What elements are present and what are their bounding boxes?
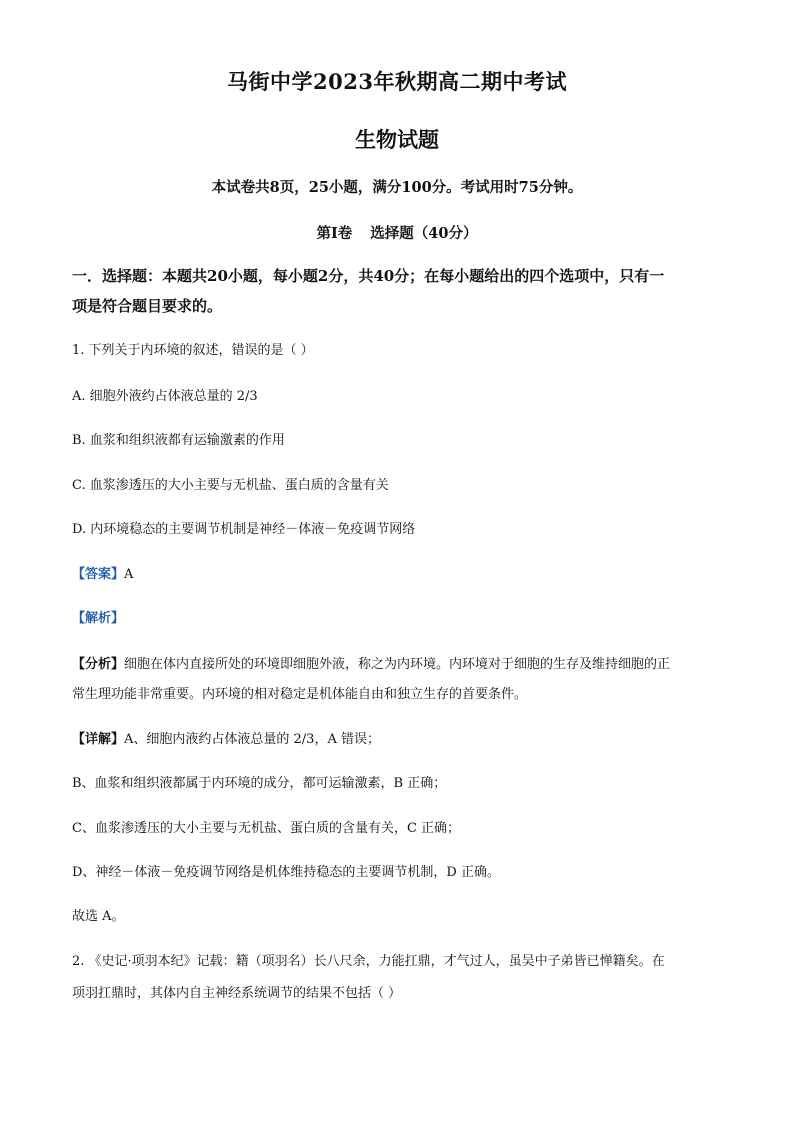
- answer-tag: 【答案】: [72, 567, 125, 582]
- exam-title: 马街中学2023年秋期高二期中考试: [227, 69, 567, 94]
- section-instruction-line2: 项是符合题目要求的。: [72, 297, 223, 315]
- question-2-stem-line1: 2. 《史记·项羽本纪》记载：籍（项羽名）长八尺余，力能扛鼎，才气过人，虽吴中子弟皆已惮籍矣。在: [72, 954, 665, 969]
- analysis-tag: 【解析】: [72, 611, 125, 626]
- question-1-detail-c: C、血浆渗透压的大小主要与无机盐、蛋白质的含量有关，C 正确；: [72, 821, 461, 836]
- part-label: 第Ⅰ卷: [316, 225, 353, 242]
- question-2-stem-line2: 项羽扛鼎时，其体内自主神经系统调节的结果不包括（ ）: [72, 986, 402, 1001]
- question-1-fenxi-line1: [72, 655, 732, 675]
- question-1-option-b: B. 血浆和组织液都有运输激素的作用: [72, 433, 285, 448]
- detail-text-1: A、细胞内液约占体液总量的 2/3，A 错误；: [124, 732, 380, 747]
- question-1-detail-b: B、血浆和组织液都属于内环境的成分，都可运输激素，B 正确；: [72, 776, 447, 791]
- question-1-option-c: C. 血浆渗透压的大小主要与无机盐、蛋白质的含量有关: [72, 478, 389, 493]
- question-1-answer: [72, 565, 732, 585]
- part-name: 选择题（40分）: [370, 225, 478, 242]
- question-1-conclusion: 故选 A。: [72, 909, 125, 924]
- question-1-option-d: D. 内环境稳态的主要调节机制是神经－体液－免疫调节网络: [72, 522, 416, 537]
- answer-value: A: [124, 567, 134, 582]
- exam-subject: 生物试题: [355, 127, 439, 152]
- question-1-detail-d: D、神经－体液－免疫调节网络是机体维持稳态的主要调节机制，D 正确。: [72, 865, 500, 880]
- detail-tag: 【详解】: [72, 732, 125, 747]
- question-1-stem: 1. 下列关于内环境的叙述，错误的是（ ）: [72, 343, 314, 358]
- fenxi-text-1: 细胞在体内直接所处的环境即细胞外液，称之为内环境。内环境对于细胞的生存及维持细胞的正: [124, 657, 671, 672]
- part-heading: [0, 222, 794, 243]
- question-1-detail-line1: [72, 730, 732, 750]
- fenxi-tag: 【分析】: [72, 657, 125, 672]
- question-1-fenxi-line2: 常生理功能非常重要。内环境的相对稳定是机体能自由和独立生存的首要条件。: [72, 687, 528, 702]
- question-1-analysis-heading: [72, 609, 732, 629]
- question-1-option-a: A. 细胞外液约占体液总量的 2/3: [72, 389, 258, 404]
- exam-note: 本试卷共8页，25小题，满分100分。考试用时75分钟。: [211, 179, 583, 196]
- section-instruction-line1: 一．选择题：本题共20小题，每小题2分，共40分；在每小题给出的四个选项中，只有一: [72, 267, 665, 285]
